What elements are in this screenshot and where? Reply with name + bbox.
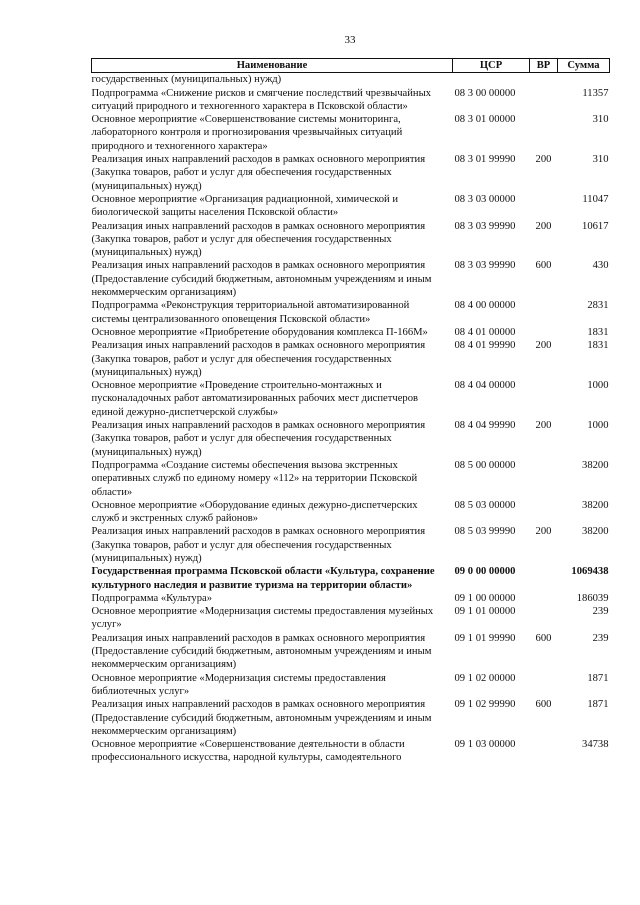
row-name: Основное мероприятие «Модернизация системы предоставления библиотечных услуг» [91, 672, 386, 697]
table-row [92, 299, 610, 326]
row-vr-code [530, 565, 558, 592]
header-vr: ВР [530, 59, 558, 73]
row-name: Основное мероприятие «Совершенствование системы мониторинга, лабораторного контроля и прогнозирования чрезвычайных ситуаций природного и техногенного характера» [91, 114, 403, 152]
row-name: Подпрограмма «Создание системы обеспечения вызова экстренных оперативных служб по единому номеру «112» на территории Псковской области» [91, 459, 418, 498]
header-csr: ЦСР [453, 59, 530, 73]
table-row [92, 525, 610, 565]
row-csr-code: 08 3 03 99990 [454, 260, 516, 272]
table-row [92, 592, 610, 605]
row-sum: 239 [592, 632, 609, 644]
row-name: Подпрограмма «Реконструкция территориальной автоматизированной системы централизованного оповещения Псковской области» [91, 300, 410, 325]
row-vr-code: 200 [535, 340, 552, 352]
row-csr-code: 09 1 01 99990 [454, 632, 516, 644]
table-row [92, 419, 610, 459]
row-csr-code: 08 3 00 00000 [454, 87, 516, 99]
row-name: Основное мероприятие «Приобретение оборудования комплекса П-166М» [91, 326, 428, 338]
row-csr-code: 08 5 03 99990 [454, 526, 516, 538]
table-row [92, 379, 610, 419]
row-sum: 11357 [582, 87, 609, 99]
row-sum: 1831 [587, 340, 609, 352]
row-name: Основное мероприятие «Оборудование единых дежурно-диспетчерских служб и экстренных служб районов» [91, 499, 418, 525]
row-name: государственных (муниципальных) нужд) [91, 74, 282, 86]
row-csr-code: 09 1 01 00000 [454, 606, 516, 618]
row-sum: 1871 [587, 699, 609, 711]
row-name: Реализация иных направлений расходов в рамках основного мероприятия (Закупка товаров, работ и услуг для обеспечения государственных (муниципальных) нужд) [91, 220, 426, 259]
row-sum [558, 73, 610, 87]
row-csr-code: 08 4 04 00000 [454, 380, 516, 392]
table-row [92, 738, 610, 765]
row-sum: 239 [592, 606, 609, 618]
row-vr-code: 200 [535, 220, 552, 232]
row-name: Основное мероприятие «Совершенствование деятельности в области профессионального искусства, народной культуры, самодеятельного [91, 739, 405, 764]
row-csr-code: 08 3 01 99990 [454, 154, 516, 166]
row-sum: 186039 [576, 592, 609, 604]
table-row [92, 565, 610, 592]
row-sum: 34738 [582, 739, 609, 751]
table-row [92, 698, 610, 738]
table-row [92, 193, 610, 220]
header-name: Наименование [92, 59, 453, 73]
table-row [92, 73, 610, 87]
row-vr-code [530, 73, 558, 87]
row-sum: 430 [592, 260, 609, 272]
row-csr-code: 09 0 00 00000 [454, 566, 516, 578]
row-vr-code: 200 [535, 420, 552, 432]
row-name: Реализация иных направлений расходов в рамках основного мероприятия (Закупка товаров, работ и услуг для обеспечения государственных (муниципальных) нужд) [91, 340, 426, 378]
row-vr-code [530, 326, 558, 339]
row-name: Реализация иных направлений расходов в рамках основного мероприятия (Предоставление субсидий бюджетным, автономным учреждениям и иным некоммерческим организациям) [91, 260, 432, 299]
row-name: Государственная программа Псковской области «Культура, сохранение культурного наследия и развитие туризма на территории области» [91, 566, 435, 591]
row-sum: 1831 [587, 326, 609, 338]
row-vr-code: 200 [535, 154, 552, 166]
row-sum: 38200 [582, 499, 609, 511]
row-csr-code: 08 3 01 00000 [454, 114, 516, 126]
table-row [92, 259, 610, 299]
row-csr-code: 09 1 03 00000 [454, 739, 516, 751]
row-csr-code: 08 3 03 00000 [454, 193, 516, 205]
row-vr-code [530, 605, 558, 632]
row-vr-code [530, 499, 558, 526]
row-csr-code: 08 5 00 00000 [454, 459, 516, 471]
header-sum: Сумма [558, 59, 610, 73]
row-vr-code [530, 299, 558, 326]
table-row [92, 632, 610, 672]
row-csr-code: 08 4 00 00000 [454, 300, 516, 312]
row-name: Реализация иных направлений расходов в рамках основного мероприятия (Закупка товаров, работ и услуг для обеспечения государственных (муниципальных) нужд) [91, 526, 426, 564]
row-csr-code: 09 1 02 99990 [454, 699, 516, 711]
row-csr-code: 09 1 02 00000 [454, 672, 516, 684]
row-sum: 1871 [587, 672, 609, 684]
row-name: Основное мероприятие «Модернизация системы предоставления музейных услуг» [91, 606, 434, 631]
row-sum: 310 [592, 114, 609, 126]
table-row [92, 499, 610, 526]
row-csr-code: 08 4 01 99990 [454, 340, 516, 352]
table-row [92, 87, 610, 114]
row-sum: 1069438 [571, 566, 609, 578]
row-vr-code [530, 193, 558, 220]
table-row [92, 113, 610, 153]
row-name: Реализация иных направлений расходов в рамках основного мероприятия (Предоставление субсидий бюджетным, автономным учреждениям и иным некоммерческим организациям) [91, 632, 432, 671]
row-name: Реализация иных направлений расходов в рамках основного мероприятия (Закупка товаров, работ и услуг для обеспечения государственных (муниципальных) нужд) [91, 420, 426, 458]
row-vr-code [530, 87, 558, 114]
row-vr-code: 600 [535, 699, 552, 711]
row-sum: 38200 [582, 459, 609, 471]
table-row [92, 339, 610, 379]
row-vr-code: 600 [535, 632, 552, 644]
row-csr-code: 08 3 03 99990 [454, 220, 516, 232]
row-name: Реализация иных направлений расходов в рамках основного мероприятия (Предоставление субсидий бюджетным, автономным учреждениям и иным некоммерческим организациям) [91, 699, 432, 737]
budget-table [91, 58, 610, 765]
table-body [92, 73, 610, 765]
row-name: Подпрограмма «Культура» [91, 592, 213, 604]
table-row [92, 605, 610, 632]
row-sum: 38200 [582, 526, 609, 538]
row-vr-code: 600 [535, 260, 552, 272]
row-csr-code: 09 1 00 00000 [454, 592, 516, 604]
row-name: Основное мероприятие «Организация радиационной, химической и биологической защиты населения Псковской области» [91, 193, 399, 219]
row-name: Реализация иных направлений расходов в рамках основного мероприятия (Закупка товаров, работ и услуг для обеспечения государственных (муниципальных) нужд) [91, 154, 426, 192]
row-vr-code [530, 459, 558, 499]
page-number: 33 [344, 34, 356, 46]
row-csr-code: 08 5 03 00000 [454, 499, 516, 511]
table-row [92, 153, 610, 193]
row-name: Подпрограмма «Снижение рисков и смягчение последствий чрезвычайных ситуаций природного и техногенного характера в Псковской области» [91, 87, 432, 112]
row-vr-code: 200 [535, 526, 552, 538]
table-row [92, 672, 610, 699]
row-sum: 310 [592, 154, 609, 166]
row-sum: 1000 [587, 380, 609, 392]
row-sum: 10617 [582, 220, 609, 232]
row-vr-code [530, 592, 558, 605]
row-csr-code: 08 4 04 99990 [454, 420, 516, 432]
row-name: Основное мероприятие «Проведение строительно-монтажных и пусконаладочных работ автоматизированных рабочих мест диспетчеров единой дежурно-диспетчерской службы» [91, 380, 419, 418]
row-vr-code [530, 738, 558, 765]
row-csr-code: 08 4 01 00000 [454, 326, 516, 338]
row-vr-code [530, 379, 558, 419]
table-header-row [92, 59, 610, 73]
table-row [92, 459, 610, 499]
row-vr-code [530, 672, 558, 699]
table-row [92, 326, 610, 339]
row-sum: 11047 [582, 193, 609, 205]
row-sum: 1000 [587, 420, 609, 432]
row-csr-code [453, 73, 530, 87]
row-vr-code [530, 113, 558, 153]
row-sum: 2831 [587, 300, 609, 312]
table-row [92, 220, 610, 260]
